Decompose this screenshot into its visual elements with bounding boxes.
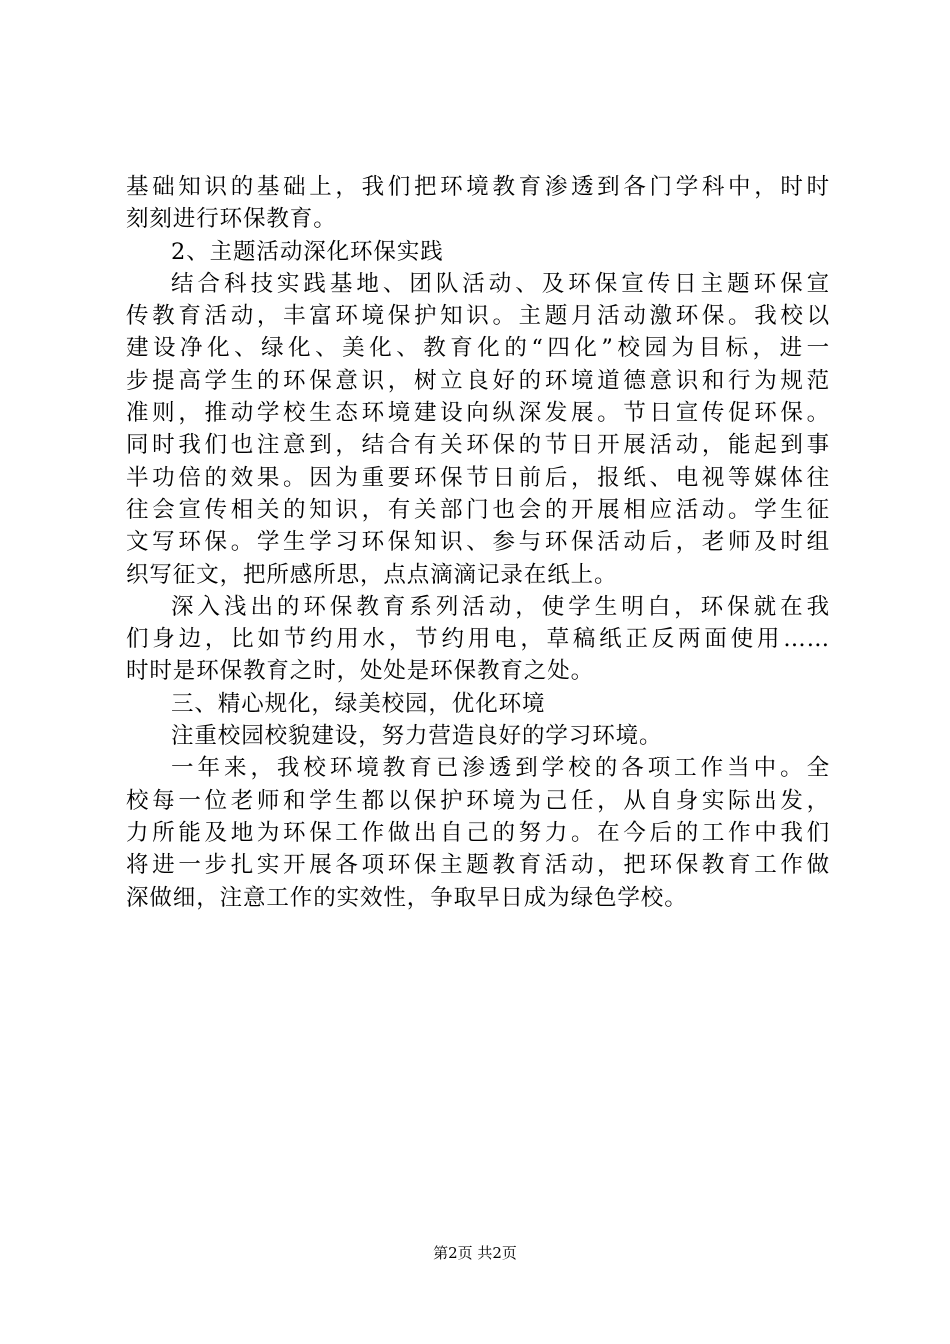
text-line: 校每一位老师和学生都以保护环境为己任，从自身实际出发，: [126, 787, 830, 814]
text-line: 步提高学生的环保意识，树立良好的环境道德意识和行为规范: [126, 367, 830, 394]
text-line: 深做细，注意工作的实效性，争取早日成为绿色学校。: [126, 884, 688, 911]
text-line: 注重校园校貌建设，努力营造良好的学习环境。: [171, 723, 663, 750]
text-line: 准则，推动学校生态环境建设向纵深发展。节日宣传促环保。: [126, 400, 830, 427]
section-heading: 三、精心规化，绿美校园，优化环境: [171, 690, 546, 717]
text-line: 文写环保。学生学习环保知识、参与环保活动后，老师及时组: [126, 529, 830, 556]
text-line: 深入浅出的环保教育系列活动，使学生明白，环保就在我: [171, 593, 830, 620]
text-line: 基础知识的基础上，我们把环境教育渗透到各门学科中，时时: [126, 174, 830, 200]
text-line: 刻刻进行环保教育。: [126, 206, 337, 233]
section-heading: 2、主题活动深化环保实践: [171, 238, 444, 265]
document-body: [126, 171, 830, 914]
text-line: 力所能及地为环保工作做出自己的努力。在今后的工作中我们: [126, 819, 830, 846]
text-line: 织写征文，把所感所思，点点滴滴记录在纸上。: [126, 561, 618, 588]
text-line: 时时是环保教育之时，处处是环保教育之处。: [126, 658, 595, 685]
text-line: 一年来，我校环境教育已渗透到学校的各项工作当中。全: [171, 755, 830, 782]
text-line: 同时我们也注意到，结合有关环保的节日开展活动，能起到事: [126, 432, 830, 459]
text-line: 将进一步扎实开展各项环保主题教育活动，把环保教育工作做: [126, 852, 830, 879]
text-line: 半功倍的效果。因为重要环保节日前后，报纸、电视等媒体往: [126, 464, 830, 491]
text-line: 们身边，比如节约用水，节约用电，草稿纸正反两面使用……: [126, 626, 830, 653]
text-line: 传教育活动，丰富环境保护知识。主题月活动激环保。我校以: [126, 303, 830, 330]
text-line: 往会宣传相关的知识，有关部门也会的开展相应活动。学生征: [126, 496, 830, 523]
page-number-footer: 第2页 共2页: [433, 1244, 517, 1262]
text-line: 建设净化、绿化、美化、教育化的“四化”校园为目标，进一: [126, 335, 830, 362]
text-line: 结合科技实践基地、团队活动、及环保宣传日主题环保宣: [171, 270, 830, 297]
